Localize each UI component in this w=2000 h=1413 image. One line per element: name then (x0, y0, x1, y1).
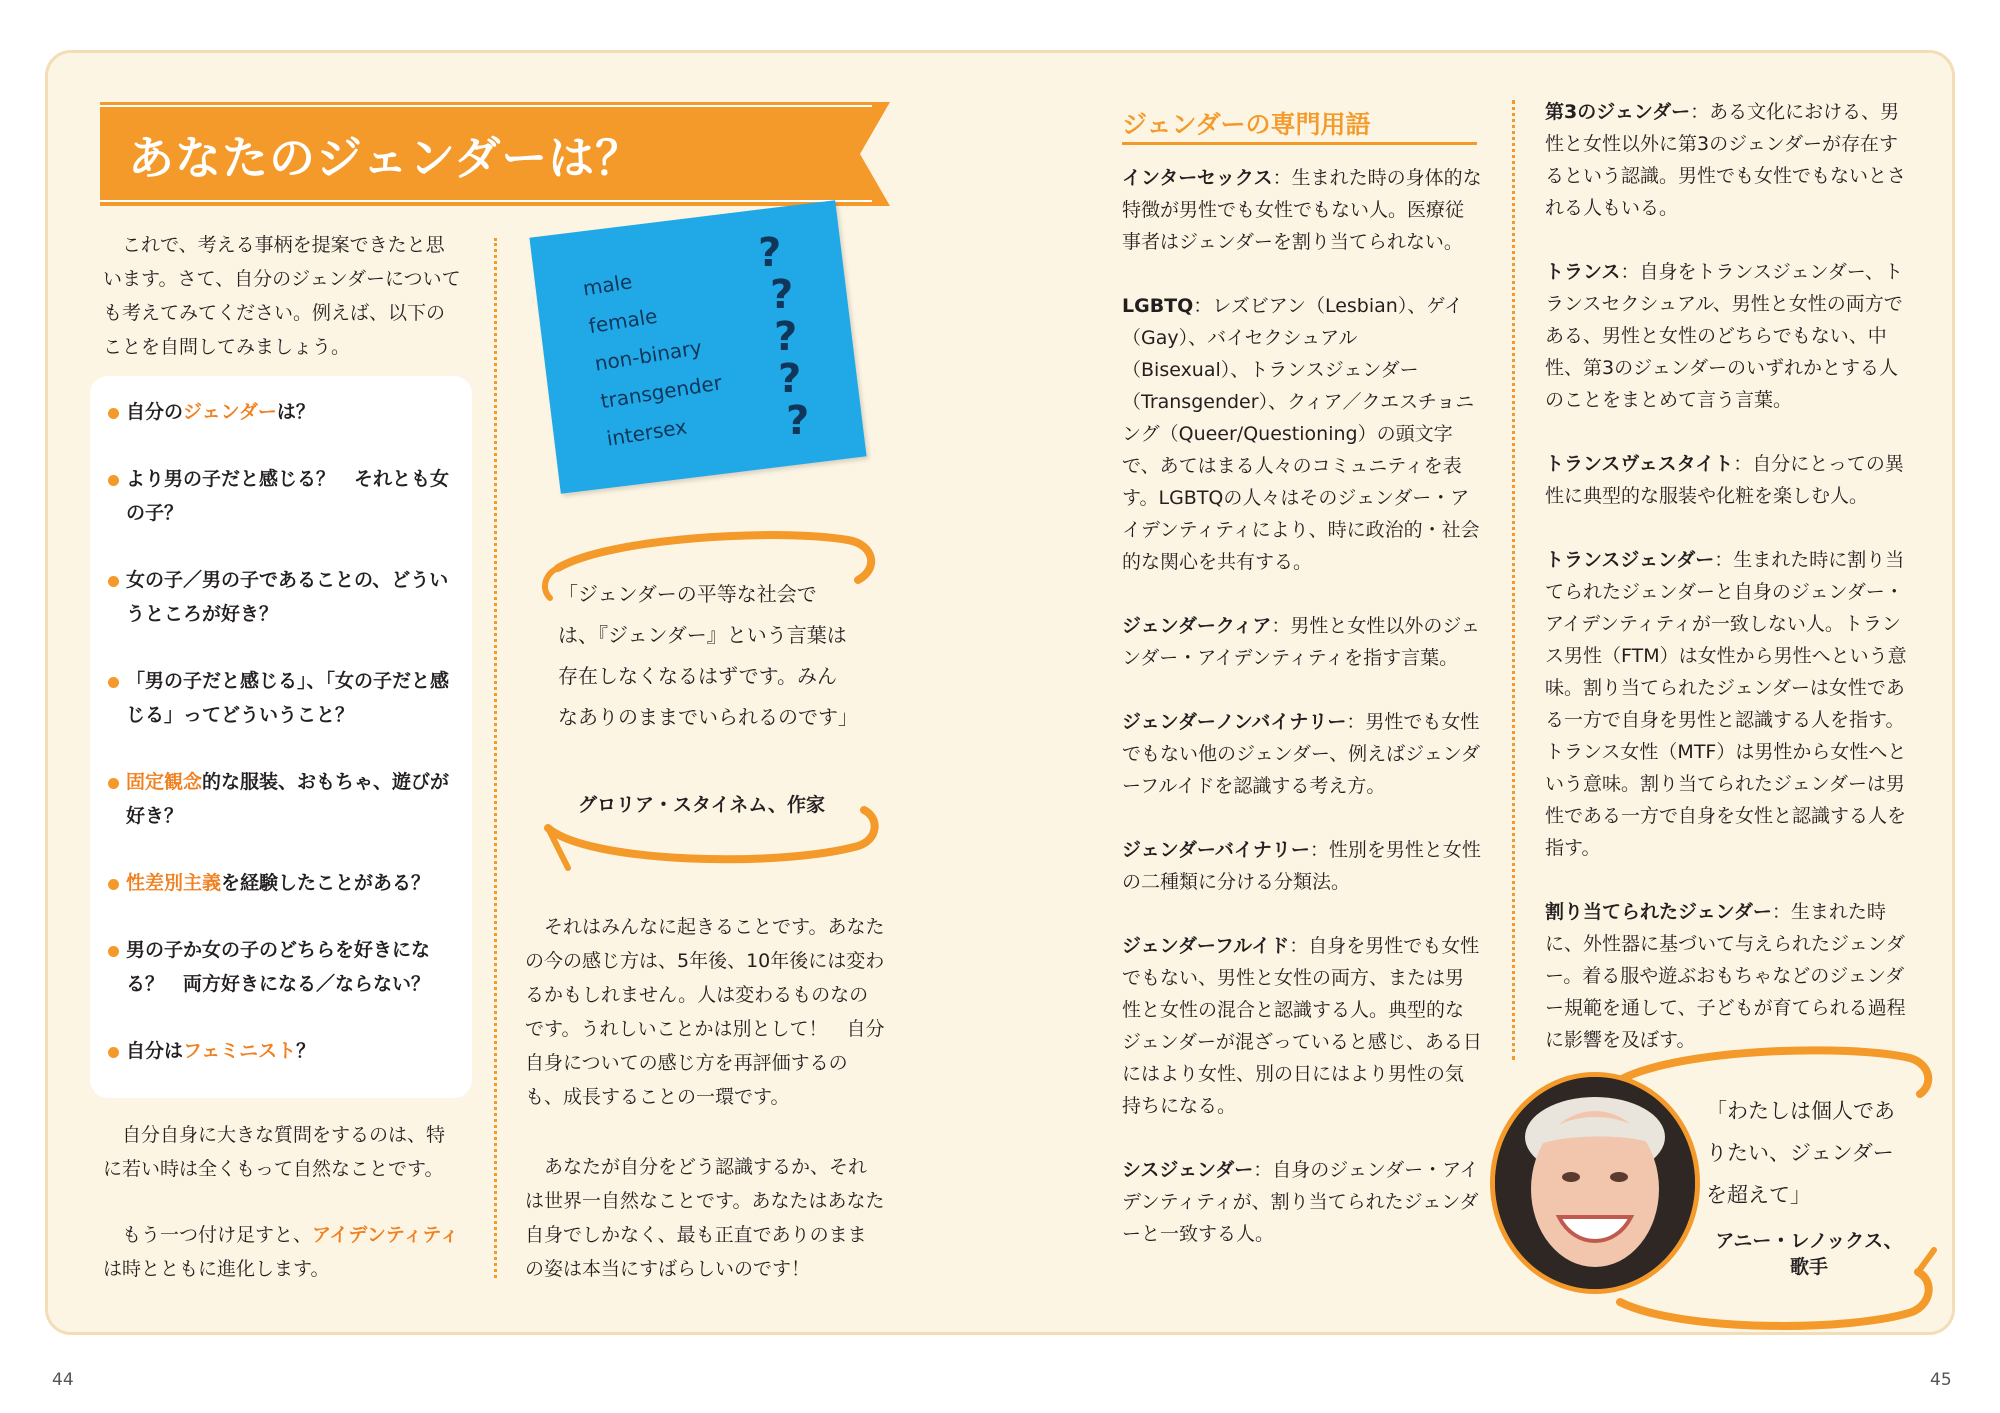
glossary-definition: ：自身をトランスジェンダー、トランスセクシュアル、男性と女性の両方である、男性と女性のどちらでもない、中性、第3のジェンダーのいずれかとする人のことをまとめて言う言葉。 (1545, 261, 1903, 411)
glossary-term: トランスヴェスタイト (1545, 453, 1734, 475)
question-item (108, 866, 458, 900)
glossary-entry (1545, 96, 1907, 224)
glossary-entry (1122, 930, 1482, 1122)
glossary-definition: ：男性でも女性でもない他のジェンダー、例えばジェンダーフルイドを認識する考え方。 (1122, 711, 1480, 797)
glossary-definition: ：レズビアン（Lesbian）、ゲイ（Gay）、バイセクシュアル（Bisexual）、トランスジェンダー（Transgender）、クィア／クエスチョニング（Queer/Questioning）の頭文字で、あてはまる人々のコミュニティを表す。LGBTQの人々はそのジェンダー・アイデンティティにより、時に政治的・社会的な関心を共有する。 (1122, 295, 1480, 573)
intro-paragraph: これで、考える事柄を提案できたと思います。さて、自分のジェンダーについても考えてみてください。例えば、以下のことを自問してみましょう。 (103, 234, 461, 358)
question-highlight: ジェンダー (183, 401, 277, 423)
question-item (108, 765, 458, 833)
glossary-term: ジェンダーバイナリー (1122, 839, 1310, 861)
glossary-definition: ：自分にとっての異性に典型的な服装や化粧を楽しむ人。 (1545, 453, 1904, 507)
question-highlight: 固定観念 (126, 771, 203, 793)
glossary-entry (1122, 610, 1482, 674)
glossary-term: シスジェンダー (1122, 1159, 1254, 1181)
glossary-entry (1545, 544, 1907, 864)
glossary-term: インターセックス (1122, 167, 1273, 189)
sticky-note-word: non-binary (592, 335, 704, 376)
sticky-note-word: female (587, 303, 659, 339)
question-item (108, 462, 458, 530)
glossary-definition: ：生まれた時の身体的な特徴が男性でも女性でもない人。医療従事者はジェンダーを割り当てられない。 (1122, 167, 1482, 253)
paragraph-identity (103, 1218, 463, 1286)
glossary-title-rule (1122, 142, 1477, 145)
identity-pre: もう一つ付け足すと、 (122, 1224, 313, 1246)
glossary-definition: ：ある文化における、男性と女性以外に第3のジェンダーが存在するという認識。男性でも女性でもないとされる人もいる。 (1545, 101, 1907, 219)
glossary-term: LGBTQ (1122, 295, 1194, 317)
question-item (108, 664, 458, 732)
question-pre: 自分は (126, 1040, 184, 1062)
question-pre: 「男の子だと感じる」、「女の子だと感じる」ってどういうこと？ (126, 670, 450, 726)
glossary-definition: ：性別を男性と女性の二種類に分ける分類法。 (1122, 839, 1481, 893)
glossary-definition: ：男性と女性以外のジェンダー・アイデンティティを指す言葉。 (1122, 615, 1480, 669)
quote-lennox-text: 「わたしは個人でありたい、ジェンダーを超えて」 (1706, 1099, 1895, 1207)
glossary-entry (1122, 1154, 1482, 1250)
sticky-note-word: intersex (604, 414, 689, 451)
question-item (108, 1034, 458, 1068)
glossary-entry (1122, 290, 1482, 578)
question-item (108, 563, 458, 631)
question-post: ？ (296, 1040, 316, 1062)
question-mark-icon: ? (778, 356, 802, 402)
portrait-photo (1490, 1072, 1700, 1294)
glossary-entry (1545, 448, 1907, 512)
quote-steinem-author: グロリア・スタイネム、作家 (578, 794, 826, 816)
glossary-entry (1122, 162, 1482, 258)
glossary-term: トランス (1545, 261, 1621, 283)
glossary-entry (1545, 896, 1907, 1056)
sticky-note-word: transgender (598, 370, 724, 414)
glossary-term: ジェンダークィア (1122, 615, 1272, 637)
column-divider-left (494, 238, 497, 1278)
question-post: 的な服装、おもちゃ、遊びが好き？ (126, 771, 450, 827)
glossary-definition: ：自身のジェンダー・アイデンティティが、割り当てられたジェンダーと一致する人。 (1122, 1159, 1479, 1245)
question-post: を経験したことがある？ (221, 872, 431, 894)
page-title: あなたのジェンダーは？ (128, 131, 643, 185)
page-number-right: 45 (1930, 1370, 1952, 1390)
glossary-definition: ：生まれた時に割り当てられたジェンダーと自身のジェンダー・アイデンティティが一致しない人。トランス男性（FTM）は女性から男性へという意味。割り当てられたジェンダーは女性である一方で自身を男性と認識する人を指す。トランス女性（MTF）は男性から女性へという意味。割り当てられたジェンダーは男性である一方で自身を女性と認識する人を指す。 (1545, 549, 1907, 859)
question-pre: より男の子だと感じる？ それとも女の子？ (126, 468, 450, 524)
sticky-note-word: male (581, 269, 634, 301)
glossary-term: ジェンダーフルイド (1122, 935, 1290, 957)
question-highlight: フェミニスト (183, 1040, 297, 1062)
question-item (108, 933, 458, 1001)
paragraph-natural: あなたが自分をどう認識するか、それは世界一自然なことです。あなたはあなた自身でしかなく、最も正直でありのままの姿は本当にすばらしいのです！ (525, 1156, 885, 1280)
portrait-illustration (1495, 1077, 1695, 1289)
question-highlight: 性差別主義 (126, 872, 222, 894)
glossary-entry (1122, 706, 1482, 802)
glossary-term: ジェンダーノンバイナリー (1122, 711, 1347, 733)
column-divider-right (1512, 100, 1515, 1060)
question-post: は？ (276, 401, 315, 423)
glossary-definition: ：自身を男性でも女性でもない、男性と女性の両方、または男性と女性の混合と認識する人。典型的なジェンダーが混ざっていると感じ、ある日にはより女性、別の日にはより男性の気持ちになる。 (1122, 935, 1482, 1117)
glossary-term: 第3のジェンダー (1545, 101, 1691, 123)
question-pre: 男の子か女の子のどちらを好きになる？ 両方好きになる／ならない？ (126, 939, 431, 995)
glossary-term: トランスジェンダー (1545, 549, 1715, 571)
paragraph-big-questions: 自分自身に大きな質問をするのは、特に若い時は全くもって自然なことです。 (103, 1124, 446, 1180)
glossary-title: ジェンダーの専門用語 (1122, 110, 1371, 139)
question-list (108, 395, 458, 1101)
identity-post: は時とともに進化します。 (103, 1258, 330, 1280)
glossary-entry (1545, 256, 1907, 416)
question-mark-icon: ? (758, 230, 782, 276)
question-pre: 女の子／男の子であることの、どういうところが好き？ (126, 569, 449, 625)
identity-highlight: アイデンティティ (312, 1224, 459, 1246)
glossary-entry (1122, 834, 1482, 898)
glossary-column-2 (1545, 96, 1907, 1088)
quote-lennox-author: アニー・レノックス、歌手 (1715, 1230, 1903, 1278)
question-mark-icon: ? (774, 314, 798, 360)
question-mark-icon: ? (786, 398, 810, 444)
glossary-column-1 (1122, 162, 1482, 1282)
question-mark-icon: ? (770, 272, 794, 318)
page-number-left: 44 (52, 1370, 74, 1390)
question-pre: 自分の (126, 401, 184, 423)
paragraph-change: それはみんなに起きることです。あなたの今の感じ方は、5年後、10年後には変わるかもしれません。人は変わるものなのです。うれしいことかは別として！ 自分自身についての感じ方を再評価するのも、成長することの一環です。 (525, 916, 885, 1108)
quote-steinem-text: 「ジェンダーの平等な社会では、『ジェンダー』という言葉は存在しなくなるはずです。みんなありのままでいられるのです」 (558, 582, 858, 729)
glossary-term: 割り当てられたジェンダー (1545, 901, 1772, 923)
question-item (108, 395, 458, 429)
glossary-definition: ：生まれた時に、外性器に基づいて与えられたジェンダー。着る服や遊ぶおもちゃなどのジェンダー規範を通して、子どもが育てられる過程に影響を及ぼす。 (1545, 901, 1906, 1051)
